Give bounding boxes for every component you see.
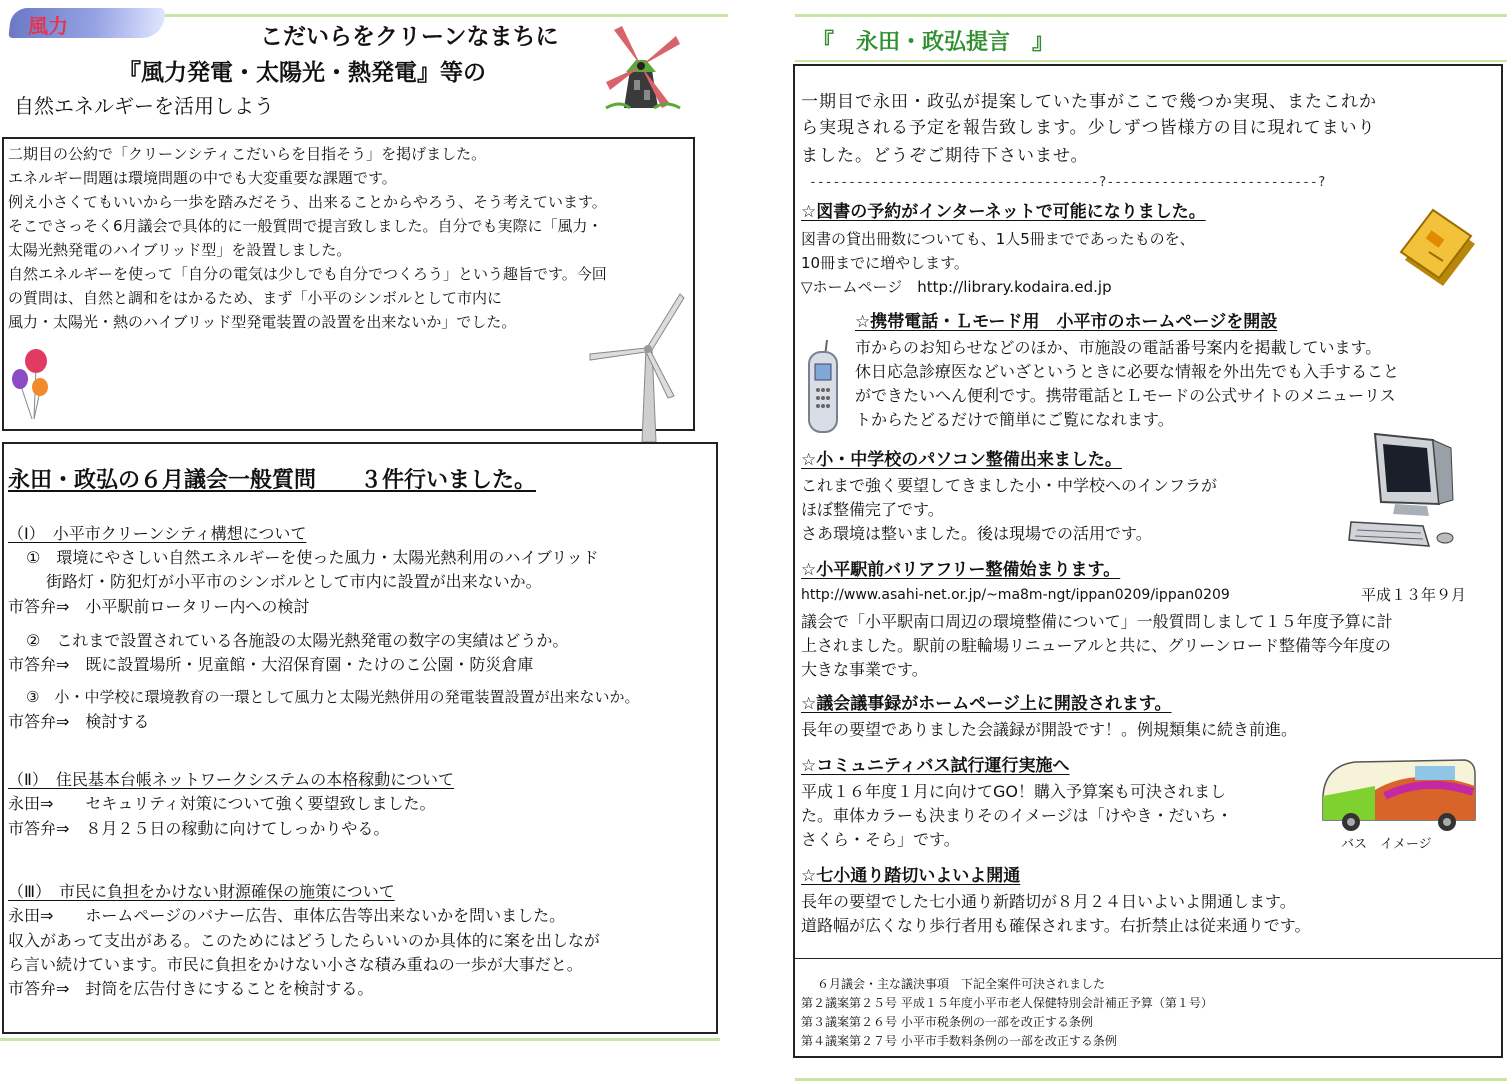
- item-barrierfree-url[interactable]: http://www.asahi-net.or.jp/~ma8m-ngt/ippan0209/ippan0209: [801, 587, 1230, 603]
- windmill-icon: [600, 20, 686, 112]
- section1-answer2: 市答弁⇒ 既に設置場所・児童館・大沼保育園・たけのこ公園・防災倉庫: [8, 655, 534, 674]
- item-crossing-line2: 道路幅が広くなり歩行者用も確保されます。右折禁止は従来通りです。: [801, 916, 1311, 935]
- headline-line2: 『風力発電・太陽光・熱発電』等の: [118, 60, 486, 86]
- item-pc-heading: ☆小・中学校のパソコン整備出来ました。: [801, 450, 1122, 470]
- title-rule-right: [795, 60, 1507, 62]
- book-icon: [1395, 204, 1481, 288]
- item-library-line3[interactable]: ▽ホームページ http://library.kodaira.ed.jp: [801, 278, 1112, 296]
- proposal-separator: -------------------------------------?---------------------------?: [809, 175, 1326, 190]
- question-title: 永田・政弘の６月議会一般質問 ３件行いました。: [8, 468, 537, 493]
- item-mobile-line2: 休日応急診療医などいざというときに必要な情報を外出先でも入手すること: [855, 362, 1400, 381]
- wind-turbine-icon: [588, 292, 688, 444]
- item-library-heading: ☆図書の予約がインターネットで可能になりました。: [801, 202, 1206, 222]
- item-barrierfree-line4: 大きな事業です。: [801, 660, 928, 679]
- resolutions-title: ６月議会・主な議決事項 下記全案件可決されました: [817, 977, 1106, 991]
- top-rule-left: [150, 14, 728, 17]
- section1-answer3: 市答弁⇒ 検討する: [8, 712, 150, 731]
- section1-heading: （Ⅰ） 小平市クリーンシティ構想について: [8, 524, 307, 543]
- intro-line: 例え小さくてもいいから一歩を踏みだそう、出来ることからやろう、そう考えています。: [8, 193, 607, 211]
- section1-item2: ② これまで設置されている各施設の太陽光熱発電の数字の実績はどうか。: [26, 631, 569, 650]
- section2-line2: 市答弁⇒ ８月２５日の稼動に向けてしっかりやる。: [8, 819, 390, 838]
- resolution-item: 第４議案第２７号 小平市手数料条例の一部を改正する条例: [801, 1034, 1117, 1048]
- intro-line: そこでさっそく6月議会で具体的に一般質問で提言致しました。自分でも実際に「風力・: [8, 217, 603, 235]
- proposal-intro-line: ら実現される予定を報告致します。少しずつ皆様方の目に現れてまいり: [801, 118, 1376, 138]
- item-barrierfree-date: 平成１３年９月: [1361, 586, 1467, 604]
- item-crossing-heading: ☆七小通り踏切いよいよ開通: [801, 866, 1021, 886]
- cellphone-icon: [803, 338, 843, 434]
- bottom-rule-left: [0, 1038, 720, 1041]
- proposal-title: 『 永田・政弘提言 』: [812, 30, 1055, 55]
- item-mobile-line1: 市からのお知らせなどのほか、市施設の電話番号案内を掲載しています。: [855, 338, 1382, 357]
- proposal-intro-line: ました。どうぞご期待下さいませ。: [801, 146, 1089, 166]
- section3-line2: 収入があって支出がある。このためにはどうしたらいいのか具体的に案を出しなが: [8, 931, 600, 950]
- resolution-item: 第３議案第２６号 小平市税条例の一部を改正する条例: [801, 1015, 1093, 1029]
- item-bus-line3: さくら・そら」です。: [801, 830, 960, 849]
- bottom-rule-right: [795, 1078, 1507, 1081]
- item-barrierfree-line2: 議会で「小平駅南口周辺の環境整備について」一般質問しまして１５年度予算に計: [801, 612, 1393, 631]
- section1-answer1: 市答弁⇒ 小平駅前ロータリー内への検討: [8, 597, 310, 616]
- item-mobile-line3: ができたいへん便利です。携帯電話とＬモードの公式サイトのメニューリス: [855, 386, 1396, 405]
- intro-line: 太陽光熱発電のハイブリッド型」を設置しました。: [8, 241, 352, 259]
- computer-icon: [1347, 430, 1457, 548]
- balloons-icon: [10, 349, 54, 423]
- item-pc-line3: さあ環境は整いました。後は現場での活用です。: [801, 524, 1152, 543]
- section3-line4: 市答弁⇒ 封筒を広告付きにすることを検討する。: [8, 979, 374, 998]
- headline-line1: こだいらをクリーンなまちに: [260, 24, 559, 50]
- section3-heading: （Ⅲ） 市民に負担をかけない財源確保の施策について: [8, 882, 395, 901]
- item-barrierfree-line3: 上されました。駅前の駐輪場リニューアルと共に、グリーンロード整備等今年度の: [801, 636, 1391, 655]
- bus-image-caption: バス イメージ: [1341, 837, 1432, 852]
- top-rule-right: [795, 14, 1507, 17]
- section2-line1: 永田⇒ セキュリティ対策について強く要望致しました。: [8, 794, 436, 813]
- item-library-line2: 10冊までに増やします。: [801, 254, 969, 272]
- intro-line: エネルギー問題は環境問題の中でも大変重要な課題です。: [8, 169, 397, 187]
- item-crossing-line1: 長年の要望でした七小通り新踏切が８月２４日いよいよ開通します。: [801, 892, 1296, 911]
- item-pc-line2: ほぼ整備完了です。: [801, 500, 944, 519]
- item-mobile-line4: トからたどるだけで簡単にご覧になれます。: [855, 410, 1174, 429]
- intro-line: の質問は、自然と調和をはかるため、まず「小平のシンボルとして市内に: [8, 289, 503, 307]
- item-barrierfree-heading: ☆小平駅前バリアフリー整備始まります。: [801, 560, 1121, 580]
- item-bus-line2: た。車体カラーも決まりそのイメージは「けやき・だいち・: [801, 806, 1233, 825]
- item-bus-heading: ☆コミュニティバス試行運行実施へ: [801, 756, 1070, 776]
- resolution-item: 第２議案第２５号 平成１５年度小平市老人保健特別会計補正予算（第１号）: [801, 996, 1213, 1010]
- section3-line1: 永田⇒ ホームページのバナー広告、車体広告等出来ないかを問いました。: [8, 906, 566, 925]
- item-mobile-heading: ☆携帯電話・Ｌモード用 小平市のホームページを開設: [855, 312, 1278, 332]
- proposal-box: [793, 64, 1503, 1058]
- bus-icon: [1315, 756, 1481, 836]
- proposal-intro-line: 一期目で永田・政弘が提案していた事がここで幾つか実現、またこれか: [801, 92, 1377, 112]
- section1-item1-line1: ① 環境にやさしい自然エネルギーを使った風力・太陽光熱利用のハイブリッド: [26, 548, 599, 567]
- intro-line: 自然エネルギーを使って「自分の電気は少しでも自分でつくろう」という趣旨です。今回: [8, 265, 607, 283]
- section1-item3: ③ 小・中学校に環境教育の一環として風力と太陽光熱併用の発電装置設置が出来ないか。: [26, 688, 640, 706]
- question-box: [2, 442, 718, 1034]
- item-pc-line1: これまで強く要望してきました小・中学校へのインフラが: [801, 476, 1218, 495]
- item-minutes-line1: 長年の要望でありました会議録が開設です！。例規類集に続き前進。: [801, 720, 1298, 739]
- intro-line: 風力・太陽光・熱のハイブリッド型発電装置の設置を出来ないか」でした。: [8, 313, 517, 331]
- item-library-line1: 図書の貸出冊数についても、1人5冊までであったものを、: [801, 230, 1195, 248]
- intro-line: 二期目の公約で「クリーンシティこだいらを目指そう」を掲げました。: [8, 145, 487, 163]
- section3-line3: ら言い続けています。市民に負担をかけない小さな積み重ねの一歩が大事だと。: [8, 955, 583, 974]
- section2-heading: （Ⅱ） 住民基本台帳ネットワークシステムの本格稼動について: [8, 770, 454, 789]
- headline-line3: 自然エネルギーを活用しよう: [14, 94, 274, 118]
- item-bus-line1: 平成１６年度１月に向けてGO！購入予算案も可決されまし: [801, 782, 1226, 801]
- section1-item1-line2: 街路灯・防犯灯が小平市のシンボルとして市内に設置が出来ないか。: [46, 572, 542, 591]
- wind-tab-label: 風力: [28, 14, 68, 38]
- resolutions-divider: [795, 958, 1501, 959]
- item-minutes-heading: ☆議会議事録がホームページ上に開設されます。: [801, 694, 1172, 714]
